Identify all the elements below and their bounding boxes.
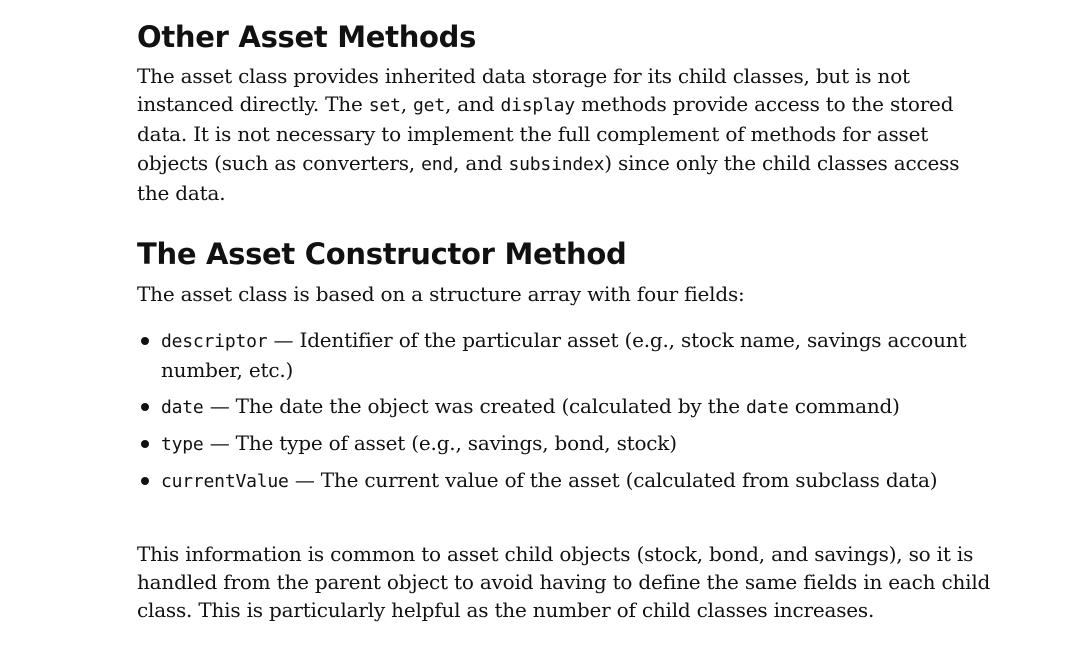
list-item-descriptor [137,326,997,385]
code-date-command: date [746,397,789,418]
paragraph-intro: The asset class is based on a structure array with four fields: [137,282,745,306]
code-get: get [413,95,445,117]
p1-run: , [400,92,414,117]
p1-run: methods provide access to the stored data. It is not necessary to implement the full complement of methods for asset objects (such as converters, [137,92,954,175]
paragraph-closing: This information is common to asset child objects (stock, bond, and savings), so it is handled from the parent object to avoid having to define the same fields in each child class. This is particularly helpful as the number of child classes increases. [137,542,991,623]
bullet-icon [141,440,149,448]
p1-run: , and [444,92,501,117]
list-item-text: — The date the object was created (calculated by the [203,394,746,418]
code-date: date [161,397,204,418]
bullet-icon [141,403,149,411]
p1-run: The asset class provides inherited data storage for its child classes, but is not instanced directly. The [137,64,910,117]
bullet-icon [141,477,149,485]
code-current-value: currentValue [161,471,289,492]
section-heading-other-asset-methods: Other Asset Methods [137,20,477,54]
code-end: end [421,153,454,175]
section-heading-asset-constructor: The Asset Constructor Method [137,237,627,271]
paragraph-other-asset-methods [137,62,997,207]
code-set: set [368,95,401,117]
list-item-type [137,429,997,459]
list-item-text: — The type of asset (e.g., savings, bond, stock) [203,431,677,455]
code-display: display [500,95,575,117]
p1-run: ) since only the child classes access the data. [137,150,960,205]
list-item-current-value [137,466,997,496]
list-item-text: command) [788,394,900,418]
bullet-icon [141,337,149,345]
field-list [137,326,997,503]
code-descriptor: descriptor [161,331,268,352]
code-subsindex: subsindex [508,153,605,175]
code-type: type [161,434,204,455]
p1-run: , and [453,150,509,175]
list-item-text: — Identifier of the particular asset (e.g., stock name, savings account number, etc.) [161,328,967,382]
list-item-date [137,392,997,422]
list-item-text: — The current value of the asset (calculated from subclass data) [288,468,938,492]
